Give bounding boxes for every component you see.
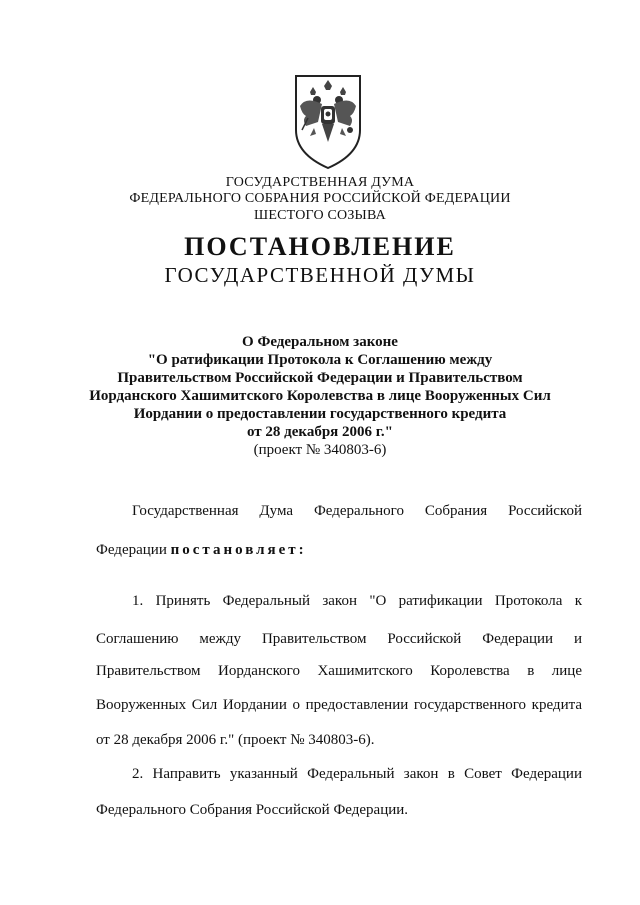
- org-line-duma: ГОСУДАРСТВЕННАЯ ДУМА: [225, 175, 415, 190]
- item1-line: Соглашению между Правительством Российской Федерации и: [96, 631, 582, 647]
- item2-line: 2. Направить указанный Федеральный закон в Совет Федерации: [132, 766, 582, 782]
- item1-line: Правительством Иорданского Хашимитского Королевства в лице: [96, 663, 582, 679]
- subject-line: Иорданского Хашимитского Королевства в лице Вооруженных Сил: [89, 388, 551, 404]
- subject-line: Иордании о предоставлении государственного кредита: [133, 406, 507, 422]
- subject-line: О Федеральном законе: [242, 334, 398, 350]
- item1-line: Вооруженных Сил Иордании о предоставлении государственного кредита: [96, 697, 582, 713]
- project-number: (проект № 340803-6): [253, 442, 387, 458]
- document-subtitle: ГОСУДАРСТВЕННОЙ ДУМЫ: [164, 263, 476, 287]
- resolves-word: постановляет:: [170, 542, 307, 558]
- item2-line: Федерального Собрания Российской Федерации.: [96, 802, 409, 818]
- intro-federation-word: Федерации: [96, 542, 167, 558]
- item1-line: от 28 декабря 2006 г." (проект № 340803-6).: [96, 732, 375, 748]
- document-title: ПОСТАНОВЛЕНИЕ: [184, 232, 456, 261]
- subject-line: Правительством Российской Федерации и Правительством: [117, 370, 523, 386]
- subject-line: "О ратификации Протокола к Соглашению между: [147, 352, 493, 368]
- item1-line: 1. Принять Федеральный закон "О ратификации Протокола к: [132, 593, 582, 609]
- russian-coat-of-arms-icon: [288, 72, 368, 172]
- subject-line: от 28 декабря 2006 г.": [247, 424, 393, 440]
- intro-line: Государственная Дума Федерального Собрания Российской: [132, 503, 582, 519]
- org-line-convocation: ШЕСТОГО СОЗЫВА: [254, 208, 386, 223]
- intro-line-resolves: [96, 541, 582, 559]
- subject-block: [80, 333, 560, 459]
- org-line-federal-assembly: ФЕДЕРАЛЬНОГО СОБРАНИЯ РОССИЙСКОЙ ФЕДЕРАЦИИ: [129, 191, 511, 206]
